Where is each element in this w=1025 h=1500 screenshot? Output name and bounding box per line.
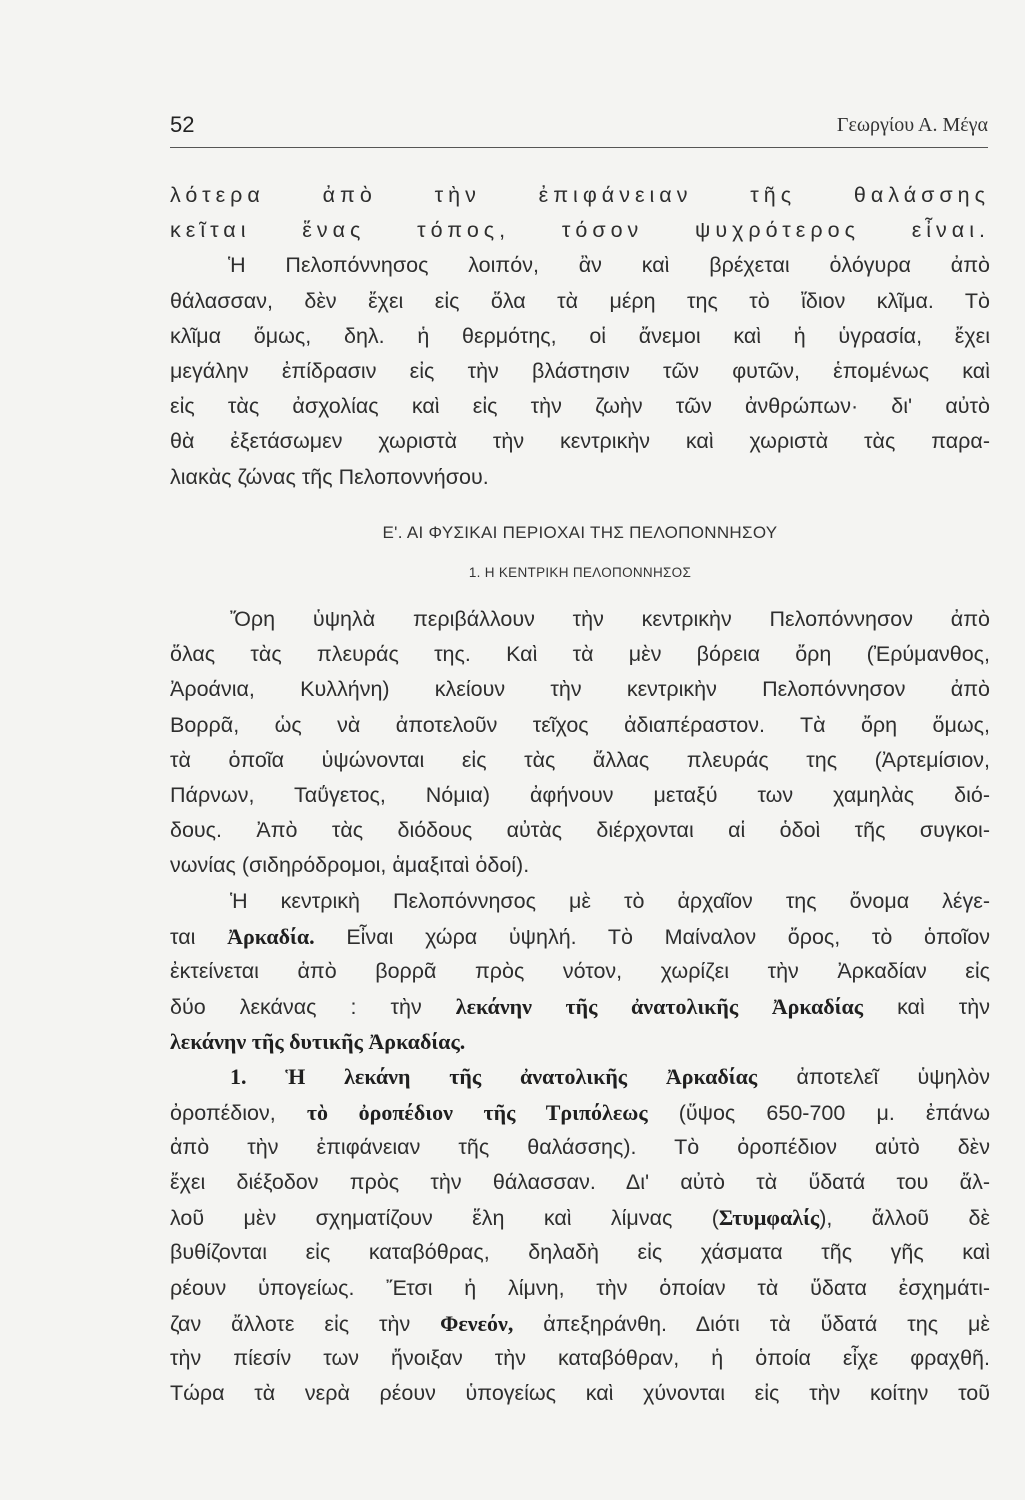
- text-line: βυθίζονται εἰς καταβόθρας, δηλαδὴ εἰς χάσματα τῆς γῆς καὶ: [170, 1240, 990, 1265]
- body-text: [170, 602, 990, 1411]
- text-span: λοῦ μὲν σχηματίζουν ἕλη καὶ λίμνας (: [170, 1206, 719, 1231]
- text-span: καὶ τὴν: [897, 995, 990, 1020]
- text-line: θάλασσαν, δὲν ἔχει εἰς ὅλα τὰ μέρη της τὸ ἴδιον κλῖμα. Τὸ: [170, 288, 990, 313]
- text-line: νωνίας (σιδηρόδρομοι, ἁμαξιταὶ ὁδοί).: [170, 853, 530, 878]
- text-line: Τώρα τὰ νερὰ ρέουν ὑπογείως καὶ χύνονται εἰς τὴν κοίτην τοῦ: [170, 1381, 990, 1406]
- text-span: ται: [170, 924, 196, 949]
- text-line: Βορρᾶ, ὡς νὰ ἀποτελοῦν τεῖχος ἀδιαπέραστον. Τὰ ὄρη ὅμως,: [170, 712, 990, 737]
- text-line: Πάρνων, Ταΰγετος, Νόμια) ἀφήνουν μεταξύ των χαμηλὰς διό-: [170, 782, 990, 807]
- text-line: μεγάλην ἐπίδρασιν εἰς τὴν βλάστησιν τῶν φυτῶν, ἑπομένως καὶ: [170, 358, 990, 383]
- text-line: [170, 1200, 990, 1235]
- running-head: Γεωργίου Α. Μέγα: [836, 114, 988, 136]
- text-line: [170, 1059, 990, 1094]
- text-line: ἀπὸ τὴν ἐπιφάνειαν τῆς θαλάσσης). Τὸ ὀροπέδιον αὐτὸ δὲν: [170, 1134, 990, 1159]
- page-number: 52: [170, 112, 195, 137]
- text-line: τὴν πίεσίν των ἤνοιξαν τὴν καταβόθραν, ἡ ὁποία εἶχε φραχθῆ.: [170, 1345, 990, 1370]
- bold-term: 1. Ἡ λεκάνη τῆς ἀνατολικῆς Ἀρκαδίας: [230, 1064, 758, 1090]
- text-line: [170, 989, 990, 1024]
- text-span: ἀποτελεῖ ὑψηλὸν: [796, 1065, 990, 1090]
- text-line: ρέουν ὑπογείως. Ἔτσι ἡ λίμνη, τὴν ὁποίαν τὰ ὕδατα ἐσχημάτι-: [170, 1275, 990, 1300]
- bold-term: τὸ ὀροπέδιον τῆς Τριπόλεως: [306, 1099, 648, 1125]
- text-line: ἔχει διέξοδον πρὸς τὴν θάλασσαν. Δι' αὐτὸ τὰ ὕδατά του ἄλ-: [170, 1170, 990, 1194]
- bold-term: Ἀρκαδία.: [227, 923, 315, 949]
- bold-term: λεκάνην τῆς δυτικῆς Ἀρκαδίας.: [170, 1029, 466, 1055]
- text-line: Ἡ Πελοπόννησος λοιπόν, ἂν καὶ βρέχεται ὁλόγυρα ἀπὸ: [228, 253, 990, 278]
- bold-term: λεκάνην τῆς ἀνατολικῆς Ἀρκαδίας: [455, 994, 864, 1020]
- text-line: κεῖται ἕνας τόπος, τόσον ψυχρότερος εἶναι.: [170, 218, 990, 243]
- text-line: Ἡ κεντρικὴ Πελοπόννησος μὲ τὸ ἀρχαῖον της ὄνομα λέγε-: [230, 888, 990, 913]
- header-rule: [170, 147, 988, 148]
- text-line: τὰ ὁποῖα ὑψώνονται εἰς τὰς ἄλλας πλευράς της (Ἀρτεμίσιον,: [170, 747, 990, 772]
- text-line: Ὄρη ὑψηλὰ περιβάλλουν τὴν κεντρικὴν Πελοπόννησον ἀπὸ: [230, 607, 990, 631]
- bold-term: Στυμφαλίς: [718, 1205, 820, 1231]
- text-line: θὰ ἐξετάσωμεν χωριστὰ τὴν κεντρικὴν καὶ χωριστὰ τὰς παρα-: [170, 429, 990, 454]
- section-subheading: 1. Η ΚΕΝΤΡΙΚΗ ΠΕΛΟΠΟΝΝΗΣΟΣ: [468, 565, 692, 580]
- text-line: κλῖμα ὅμως, δηλ. ἡ θερμότης, οἱ ἄνεμοι καὶ ἡ ὑγρασία, ἔχει: [170, 323, 990, 348]
- intro-paragraph: [170, 178, 990, 495]
- text-line: λιακὰς ζώνας τῆς Πελοποννήσου.: [170, 464, 489, 489]
- text-line: Ἀροάνια, Κυλλήνη) κλείουν τὴν κεντρικὴν Πελοπόννησον ἀπὸ: [170, 677, 990, 702]
- text-line: ὅλας τὰς πλευράς της. Καὶ τὰ μὲν βόρεια ὄρη (Ἐρύμανθος,: [170, 642, 990, 667]
- text-line: [170, 1306, 990, 1341]
- text-span: ἀπεξηράνθη. Διότι τὰ ὕδατά της μὲ: [543, 1311, 990, 1336]
- bold-term: Φενεόν,: [440, 1310, 514, 1336]
- text-span: δύο λεκάνας : τὴν: [170, 995, 422, 1020]
- text-line: [170, 1024, 990, 1059]
- text-line: εἰς τὰς ἀσχολίας καὶ εἰς τὴν ζωὴν τῶν ἀνθρώπων· δι' αὐτὸ: [170, 394, 990, 419]
- page-header: [170, 112, 988, 142]
- text-span: Εἶναι χώρα ὑψηλή. Τὸ Μαίναλον ὄρος, τὸ ὁποῖον: [346, 924, 990, 949]
- text-line: λότερα ἀπὸ τὴν ἐπιφάνειαν τῆς θαλάσσης: [170, 183, 990, 207]
- text-line: [170, 919, 990, 954]
- text-span: ζαν ἄλλοτε εἰς τὴν: [170, 1311, 411, 1336]
- text-line: [170, 1095, 990, 1130]
- text-span: ), ἄλλοῦ δὲ: [819, 1206, 990, 1231]
- text-span: ὀροπέδιον,: [170, 1100, 276, 1125]
- text-span: (ὕψος 650-700 μ. ἐπάνω: [678, 1100, 991, 1125]
- text-line: ἐκτείνεται ἀπὸ βορρᾶ πρὸς νότον, χωρίζει τὴν Ἀρκαδίαν εἰς: [170, 958, 990, 983]
- section-heading: Ε'. ΑΙ ΦΥΣΙΚΑΙ ΠΕΡΙΟΧΑΙ ΤΗΣ ΠΕΛΟΠΟΝΝΗΣΟΥ: [382, 523, 778, 542]
- text-line: δους. Ἀπὸ τὰς διόδους αὐτὰς διέρχονται αἱ ὁδοὶ τῆς συγκοι-: [170, 818, 990, 843]
